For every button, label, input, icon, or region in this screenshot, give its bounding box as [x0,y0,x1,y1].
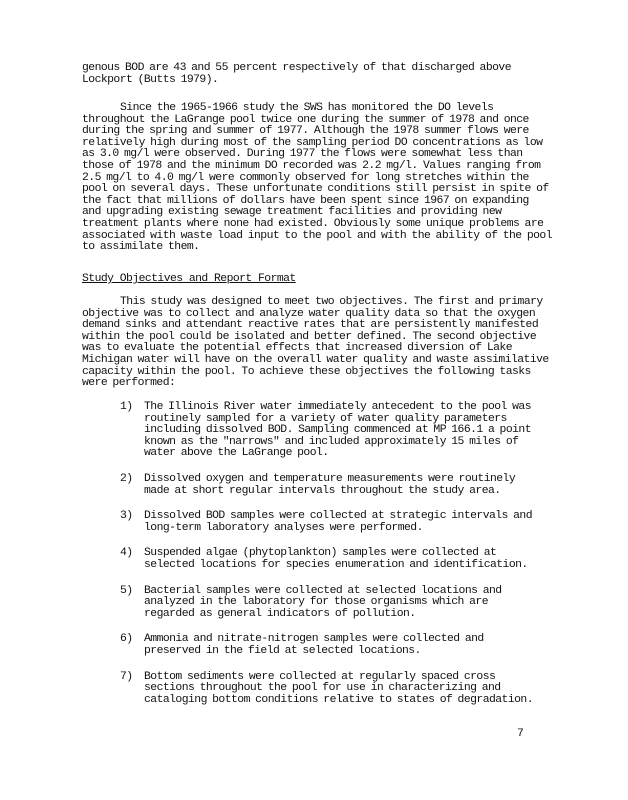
task-number: 5) [120,584,133,597]
task-number: 3) [120,510,133,523]
task-text: Bacterial samples were collected at selected locations and analyzed in the laboratory for those organisms which are regarded as general indicators of pollution. [144,584,502,620]
task-text: Bottom sediments were collected at regularly spaced cross sections throughout the pool for use in characterizing and cataloging bottom conditions relative to states of degradation. [144,670,533,706]
task-item [120,402,540,460]
task-number: 7) [120,670,133,683]
page-number: 7 [517,728,524,740]
task-text: Ammonia and nitrate-nitrogen samples were collected and preserved in the field at selected locations. [144,633,484,657]
task-text: Dissolved BOD samples were collected at strategic intervals and long-term laboratory analyses were performed. [144,510,532,534]
paragraph-continuation: genous BOD are 43 and 55 percent respectively of that discharged above Lockport (Butts 1979). [82,62,511,86]
task-number: 1) [120,401,133,413]
task-item [120,634,540,657]
task-text: Suspended algae (phytoplankton) samples were collected at selected locations for species enumeration and identification. [144,547,528,571]
section-heading: Study Objectives and Report Format [82,273,296,285]
task-item [120,474,540,497]
task-number: 6) [120,633,133,646]
task-number: 4) [120,547,133,560]
task-item [120,511,540,534]
task-text: The Illinois River water immediately antecedent to the pool was routinely sampled for a variety of water quality parameters including dissolved BOD. Sampling commenced at MP 166.1 a point known as the "narrows" and included approximately 15 miles of water above the LaGrange pool. [144,401,531,460]
task-list [120,402,540,720]
task-item [120,548,540,571]
task-text: Dissolved oxygen and temperature measurements were routinely made at short regular intervals throughout the study area. [144,472,516,497]
task-item [120,586,540,621]
task-item [120,672,540,707]
task-number: 2) [120,472,133,485]
paragraph-dissolved-oxygen-history: Since the 1965-1966 study the SWS has monitored the DO levels throughout the LaGrange pool twice one during the summer of 1978 and once during the spring and summer of 1977. Although the 1978 summer flows were relatively high during most of the sampling period DO concentrations as low as 3.0 mg/l were observed. During 1977 the flows were somewhat less than those of 1978 and the minimum DO recorded was 2.2 mg/l. Values ranging from 2.5 mg/l to 4.0 mg/l were commonly observed for long stretches within the pool on several days. These unfortunate conditions still persist in spite of the fact that millions of dollars have been spent since 1967 on expanding and upgrading existing sewage treatment facilities and providing new treatment plants where none had existed. Obviously some unique problems are associated with waste load input to the pool and with the ability of the pool to assimilate them. [82,102,552,254]
paragraph-study-objectives: This study was designed to meet two objectives. The first and primary objective was to collect and analyze water quality data so that the oxygen demand sinks and attendant reactive rates that are persistently manifested within the pool could be isolated and better defined. The second objective was to evaluate the potential effects that increased diversion of Lake Michigan water will have on the overall water quality and waste assimilative capacity within the pool. To achieve these objectives the following tasks were performed: [82,296,549,390]
